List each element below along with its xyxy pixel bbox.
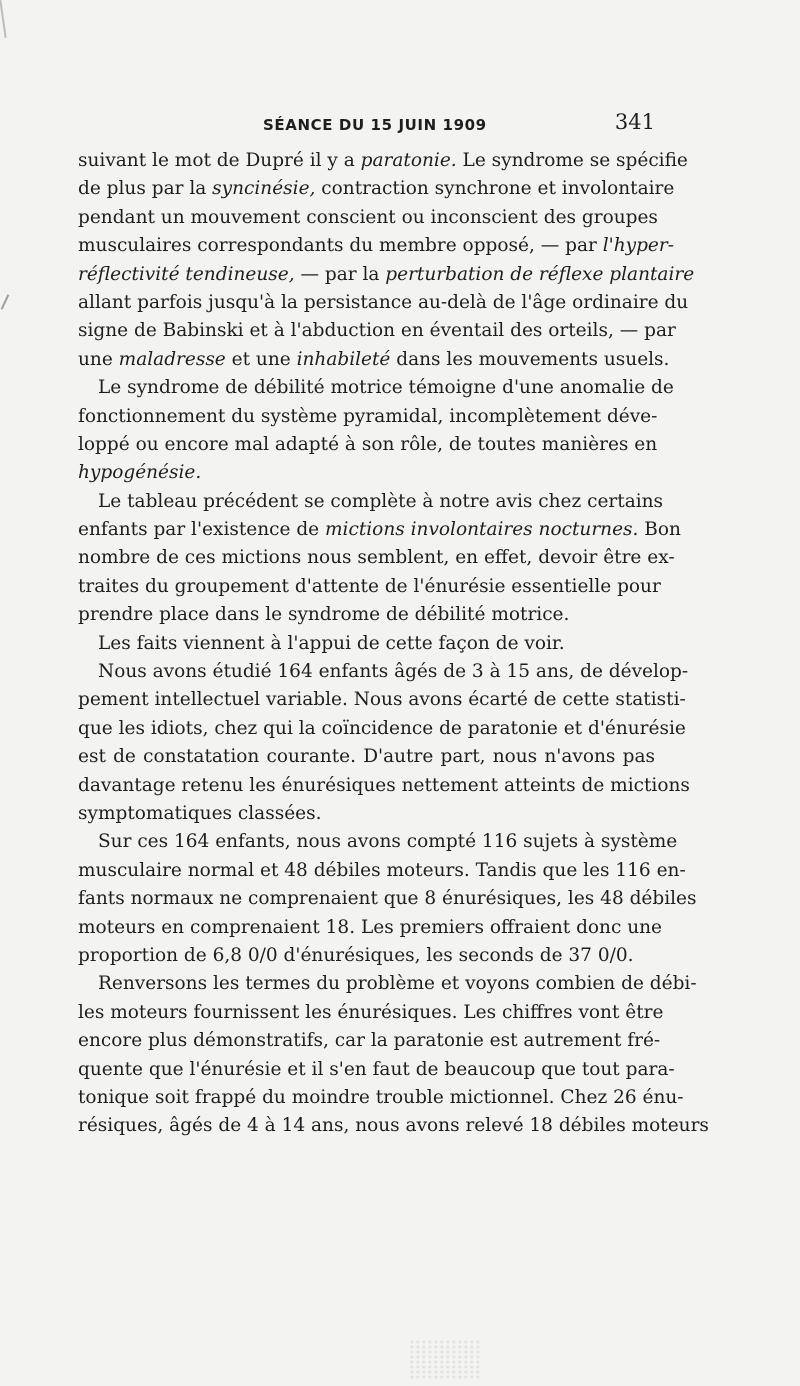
body-text [78,147,709,1141]
text-line [78,374,674,402]
text-line [78,772,690,800]
text-line [78,232,674,260]
text-run: les moteurs fournissent les énurésiques. Les chiffres vont être [78,1001,664,1023]
text-run: de plus par la [78,178,213,200]
page-number: 341 [614,110,655,134]
text-run: une [78,348,119,370]
text-line [78,147,688,175]
text-run: résiques, âgés de 4 à 14 ans, nous avons relevé 18 débiles moteurs [78,1115,709,1137]
margin-mark [1,294,10,309]
text-line [78,857,686,885]
text-run: suivant le mot de Dupré il y a [78,150,361,171]
text-line [78,942,655,970]
paper-speckle [410,1340,480,1380]
text-run: tonique soit frappé du moindre trouble mictionnel. Chez 26 énu- [78,1086,684,1108]
text-run: Nous avons étudié 164 enfants âgés de 3 à 15 ans, de dévelop- [98,661,689,683]
margin-mark [0,0,7,38]
text-line [78,1112,709,1140]
text-line [78,630,655,658]
text-run: est de constatation courante. D'autre part, nous n'avons pas [78,746,655,768]
text-run: que les idiots, chez qui la coïncidence de paratonie et d'énurésie [78,717,686,739]
text-line [78,885,697,913]
text-line [78,970,697,998]
text-line [78,346,670,374]
text-run: Les faits viennent à l'appui de cette façon de voir. [98,632,565,654]
text-line [78,1056,675,1084]
text-run: — par la [294,263,386,285]
text-line [78,1027,661,1055]
text-line [78,403,658,431]
text-run: musculaires correspondants du membre opposé, — par [78,235,603,257]
text-line [78,601,655,629]
text-run: quente que l'énurésie et il s'en faut de beaucoup que tout para- [78,1058,675,1080]
text-run: nombre de ces mictions nous semblent, en effet, devoir être ex- [78,547,675,569]
text-run: et une [225,348,297,370]
running-head: SÉANCE DU 15 JUIN 1909 [263,116,487,134]
text-line [78,686,686,714]
text-run: Le syndrome de débilité motrice témoigne d'une anomalie de [98,377,674,399]
italic-term: inhabileté [296,348,391,370]
text-line [78,261,695,289]
text-line [78,488,664,516]
text-run: enfants par l'existence de [78,519,326,541]
text-line [78,743,655,771]
text-run: loppé ou encore mal adapté à son rôle, de toutes manières en [78,433,658,455]
text-line [78,715,686,743]
text-line [78,289,689,317]
text-run: signe de Babinski et à l'abduction en éventail des orteils, — par [78,320,676,342]
text-run: dans les mouvements usuels. [390,348,670,370]
text-run: pement intellectuel variable. Nous avons écarté de cette statisti- [78,689,686,711]
text-line [78,459,655,487]
text-line [78,544,675,572]
text-run: davantage retenu les énurésiques nettement atteints de mictions [78,774,690,796]
text-line [78,175,675,203]
text-run: pendant un mouvement conscient ou inconscient des groupes [78,206,658,228]
text-line [78,828,678,856]
text-line [78,317,676,345]
text-run: prendre place dans le syndrome de débilité motrice. [78,604,570,626]
italic-term: syncinésie, [212,178,316,200]
text-run: Renversons les termes du problème et voyons combien de débi- [98,973,697,995]
text-run: Bon [638,519,681,541]
text-line [78,516,681,544]
text-run: fants normaux ne comprenaient que 8 énurésiques, les 48 débiles [78,888,697,910]
text-run: Sur ces 164 enfants, nous avons compté 116 sujets à système [98,831,678,853]
text-line [78,431,658,459]
text-run: symptomatiques classées. [78,802,322,824]
italic-term: l'hyper- [602,235,674,257]
text-line [78,999,664,1027]
text-line [78,204,658,232]
text-run: musculaire normal et 48 débiles moteurs. Tandis que les 116 en- [78,859,686,881]
text-run: Le syndrome se spécifie [456,150,688,171]
italic-term: maladresse [118,348,226,370]
italic-term: hypogénésie. [78,462,202,484]
text-run: contraction synchrone et involontaire [315,178,675,200]
text-run: allant parfois jusqu'à la persistance au-delà de l'âge ordinaire du [78,291,689,313]
page-header [78,110,655,140]
text-run: proportion de 6,8 0/0 d'énurésiques, les seconds de 37 0/0. [78,944,634,966]
text-run: moteurs en comprenaient 18. Les premiers offraient donc une [78,916,662,938]
italic-term: paratonie. [360,150,457,171]
text-line [78,658,689,686]
text-line [78,573,661,601]
text-line [78,800,655,828]
text-run: Le tableau précédent se complète à notre avis chez certains [98,490,664,512]
text-run: encore plus démonstratifs, car la paratonie est autrement fré- [78,1030,661,1052]
text-line [78,914,662,942]
italic-term: réflectivité tendineuse, [78,263,295,285]
italic-term: mictions involontaires nocturnes. [325,519,639,541]
italic-term: perturbation de réflexe plantaire [385,263,695,285]
text-line [78,1084,684,1112]
text-run: traites du groupement d'attente de l'énurésie essentielle pour [78,575,661,597]
text-run: fonctionnement du système pyramidal, incomplètement déve- [78,405,658,427]
